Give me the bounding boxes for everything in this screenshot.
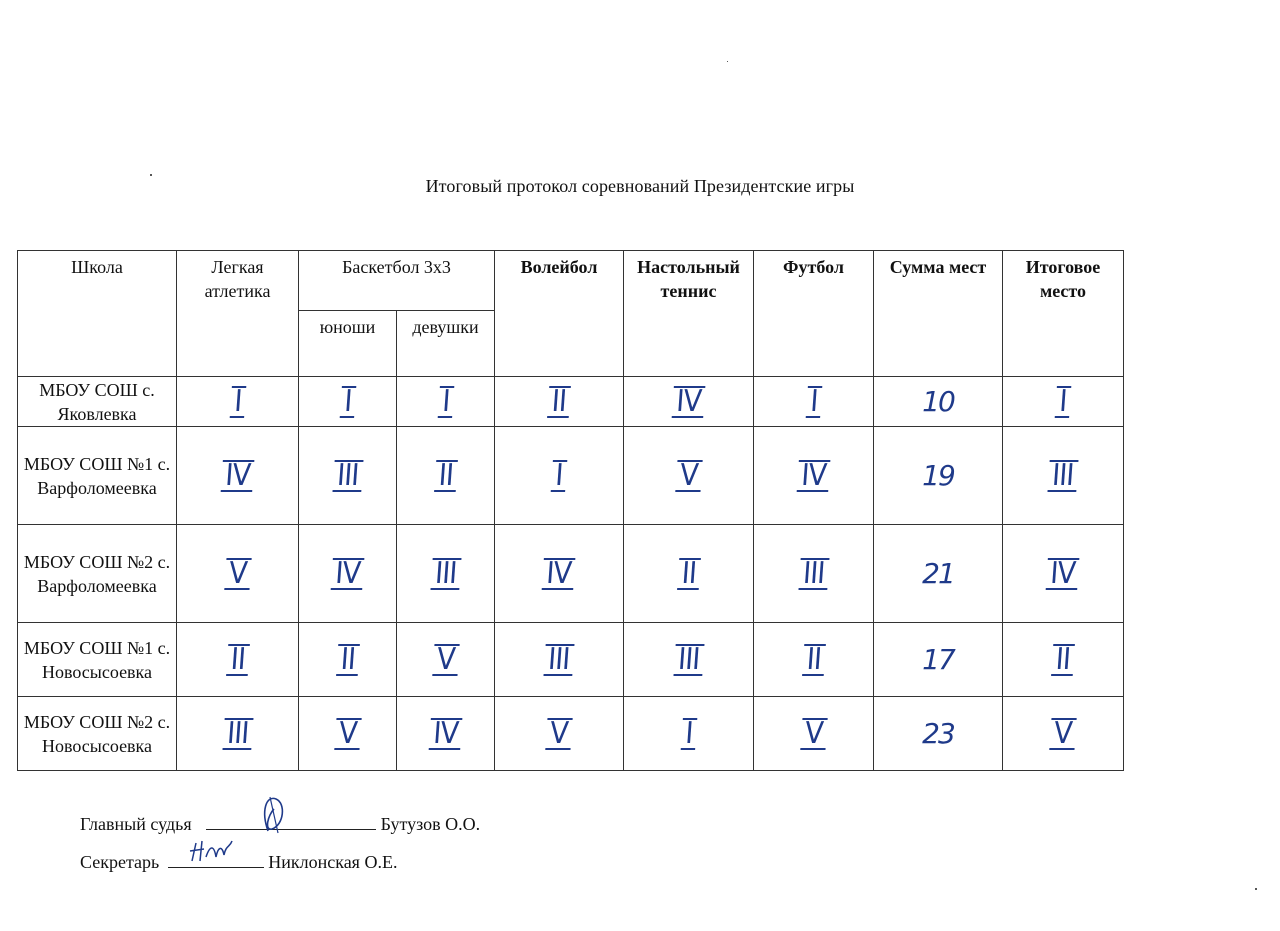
place-cell-athletics	[177, 377, 299, 427]
place-cell-football	[754, 623, 874, 697]
school-name-cell: МБОУ СОШ с. Яковлевка	[18, 377, 177, 427]
scan-speck	[1255, 888, 1257, 890]
handwritten-place: V	[675, 460, 702, 492]
place-cell-basketball-girls	[397, 377, 495, 427]
scan-speck	[727, 61, 728, 62]
place-cell-basketball-boys	[299, 377, 397, 427]
table-row	[18, 697, 1124, 771]
final-place-cell	[1003, 697, 1124, 771]
handwritten-place: IV	[428, 718, 462, 750]
header-basketball-girls: девушки	[397, 311, 495, 377]
place-cell-athletics	[177, 623, 299, 697]
place-cell-table-tennis	[624, 697, 754, 771]
secretary-name: Никлонская О.Е.	[268, 852, 398, 872]
place-cell-basketball-girls	[397, 697, 495, 771]
school-name-cell: МБОУ СОШ №2 с. Варфоломеевка	[18, 525, 177, 623]
header-football: Футбол	[754, 251, 874, 377]
handwritten-place: V	[800, 718, 827, 750]
final-place-cell	[1003, 525, 1124, 623]
handwritten-place: IV	[220, 460, 254, 492]
place-cell-athletics	[177, 525, 299, 623]
place-cell-basketball-boys	[299, 427, 397, 525]
handwritten-place: I	[437, 386, 454, 418]
handwritten-place: II	[434, 460, 458, 492]
sum-cell: 17	[874, 623, 1003, 697]
handwritten-place: I	[805, 386, 822, 418]
handwritten-place: V	[545, 718, 572, 750]
place-cell-volleyball	[495, 377, 624, 427]
place-cell-athletics	[177, 697, 299, 771]
school-name-cell: МБОУ СОШ №1 с. Новосысоевка	[18, 623, 177, 697]
chief-judge-line	[80, 814, 480, 835]
final-place-cell	[1003, 427, 1124, 525]
header-final-place: Итоговое место	[1003, 251, 1124, 377]
secretary-line	[80, 852, 397, 873]
results-table-body	[18, 377, 1124, 771]
place-cell-table-tennis	[624, 623, 754, 697]
handwritten-place: IV	[796, 460, 830, 492]
handwritten-place: II	[802, 644, 826, 676]
header-volleyball: Волейбол	[495, 251, 624, 377]
handwritten-final-place: IV	[1046, 558, 1080, 590]
handwritten-place: III	[332, 460, 363, 492]
handwritten-final-place: I	[1055, 386, 1072, 418]
handwritten-place: IV	[671, 386, 705, 418]
place-cell-volleyball	[495, 525, 624, 623]
table-row	[18, 427, 1124, 525]
place-cell-football	[754, 525, 874, 623]
sum-cell: 10	[874, 377, 1003, 427]
header-table-tennis: Настольный теннис	[624, 251, 754, 377]
secretary-label: Секретарь	[80, 852, 160, 872]
handwritten-place: I	[680, 718, 697, 750]
place-cell-basketball-girls	[397, 623, 495, 697]
handwritten-final-place: V	[1049, 718, 1076, 750]
chief-judge-signature-line	[206, 815, 376, 830]
document-title: Итоговый протокол соревнований Президентские игры	[425, 176, 855, 196]
secretary-signature-line	[168, 853, 264, 868]
handwritten-place: I	[229, 386, 246, 418]
secretary-signature	[168, 829, 264, 873]
table-row	[18, 525, 1124, 623]
place-cell-football	[754, 377, 874, 427]
place-cell-table-tennis	[624, 427, 754, 525]
sum-cell: 23	[874, 697, 1003, 771]
handwritten-place: III	[222, 718, 253, 750]
handwritten-place: II	[226, 644, 250, 676]
header-basketball-boys: юноши	[299, 311, 397, 377]
final-place-cell	[1003, 377, 1124, 427]
handwritten-place: II	[547, 386, 571, 418]
place-cell-volleyball	[495, 623, 624, 697]
place-cell-basketball-boys	[299, 697, 397, 771]
place-cell-basketball-boys	[299, 623, 397, 697]
handwritten-place: I	[339, 386, 356, 418]
handwritten-place: II	[677, 558, 701, 590]
place-cell-football	[754, 697, 874, 771]
place-cell-athletics	[177, 427, 299, 525]
handwritten-place: IV	[330, 558, 364, 590]
place-cell-volleyball	[495, 697, 624, 771]
results-table	[17, 250, 1124, 771]
handwritten-place: III	[673, 644, 704, 676]
sum-cell: 21	[874, 525, 1003, 623]
chief-judge-label: Главный судья	[80, 814, 192, 834]
header-school: Школа	[18, 251, 177, 377]
chief-judge-name: Бутузов О.О.	[380, 814, 481, 834]
handwritten-place: IV	[542, 558, 576, 590]
header-sum: Сумма мест	[874, 251, 1003, 377]
school-name-cell: МБОУ СОШ №1 с. Варфоломеевка	[18, 427, 177, 525]
handwritten-place: III	[798, 558, 829, 590]
handwritten-final-place: III	[1048, 460, 1079, 492]
header-basketball: Баскетбол 3х3	[299, 251, 495, 311]
place-cell-basketball-boys	[299, 525, 397, 623]
place-cell-football	[754, 427, 874, 525]
handwritten-place: I	[551, 460, 568, 492]
handwritten-place: V	[432, 644, 459, 676]
handwritten-place: III	[544, 644, 575, 676]
sum-cell: 19	[874, 427, 1003, 525]
table-row	[18, 623, 1124, 697]
handwritten-place: V	[334, 718, 361, 750]
place-cell-table-tennis	[624, 377, 754, 427]
place-cell-basketball-girls	[397, 427, 495, 525]
handwritten-final-place: II	[1051, 644, 1075, 676]
place-cell-volleyball	[495, 427, 624, 525]
handwritten-place: II	[336, 644, 360, 676]
handwritten-place: III	[430, 558, 461, 590]
place-cell-basketball-girls	[397, 525, 495, 623]
table-row	[18, 377, 1124, 427]
place-cell-table-tennis	[624, 525, 754, 623]
school-name-cell: МБОУ СОШ №2 с. Новосысоевка	[18, 697, 177, 771]
final-place-cell	[1003, 623, 1124, 697]
handwritten-place: V	[224, 558, 251, 590]
header-athletics: Легкая атлетика	[177, 251, 299, 377]
